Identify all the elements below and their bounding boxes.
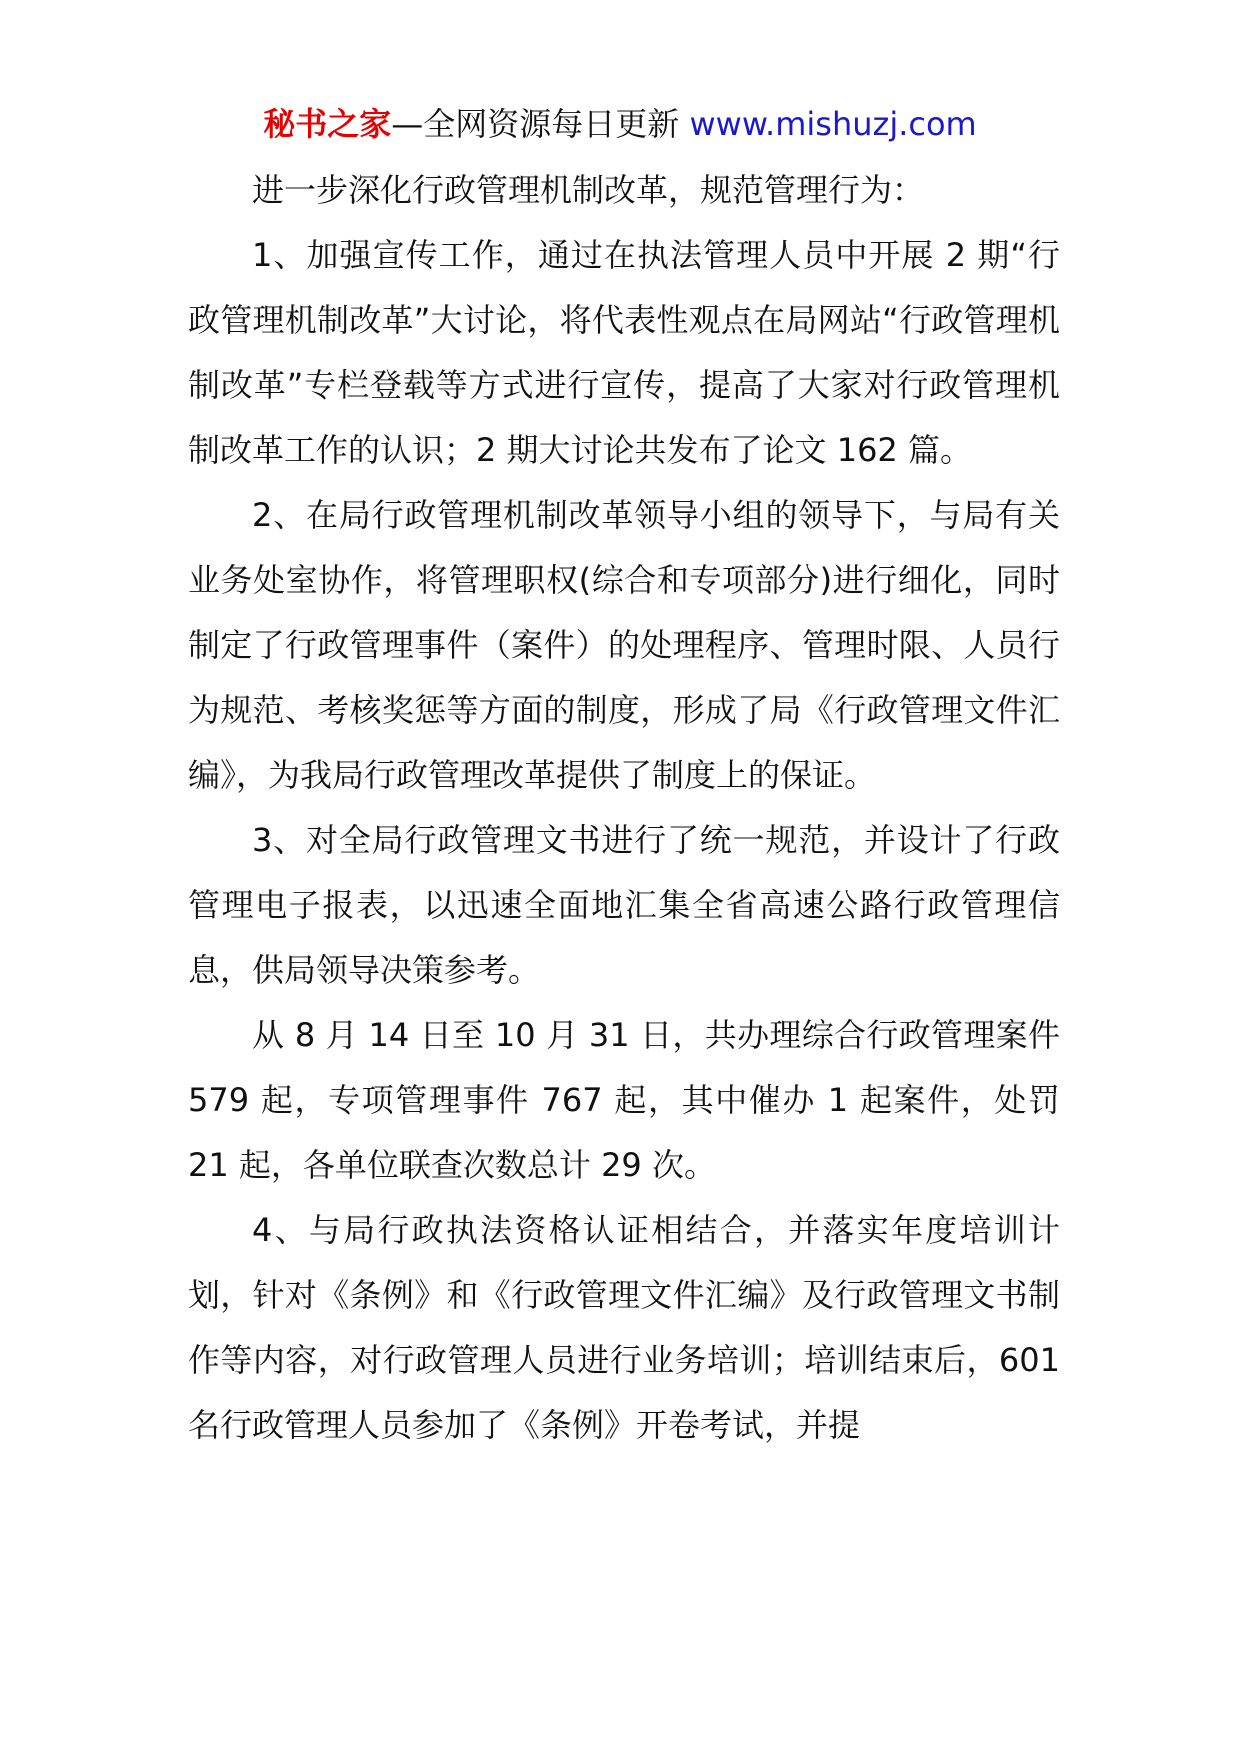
site-header [0, 98, 1240, 150]
document-paragraph: 1、加强宣传工作，通过在执法管理人员中开展 2 期“行政管理机制改革”大讨论，将代表性观点在局网站“行政管理机制改革”专栏登载等方式进行宣传，提高了大家对行政管理机制改革工作的认识；2 期大讨论共发布了论文 162 篇。 [188, 236, 1060, 469]
document-paragraph: 4、与局行政执法资格认证相结合，并落实年度培训计划，针对《条例》和《行政管理文件汇编》及行政管理文书制作等内容，对行政管理人员进行业务培训；培训结束后，601 名行政管理人员参加了《条例》开卷考试，并提 [188, 1211, 1060, 1444]
site-url-link[interactable]: www.mishuzj.com [689, 105, 977, 143]
document-paragraph: 从 8 月 14 日至 10 月 31 日，共办理综合行政管理案件 579 起，专项管理事件 767 起，其中催办 1 起案件，处罚 21 起，各单位联查次数总计 29 次。 [188, 1016, 1060, 1184]
site-brand: 秘书之家 [263, 105, 392, 143]
document-paragraph: 2、在局行政管理机制改革领导小组的领导下，与局有关业务处室协作，将管理职权(综合和专项部分)进行细化，同时制定了行政管理事件（案件）的处理程序、管理时限、人员行为规范、考核奖惩等方面的制度，形成了局《行政管理文件汇编》，为我局行政管理改革提供了制度上的保证。 [188, 496, 1060, 794]
document-paragraph: 进一步深化行政管理机制改革，规范管理行为： [252, 171, 925, 209]
document-body [188, 158, 1060, 1458]
document-paragraph: 3、对全局行政管理文书进行了统一规范，并设计了行政管理电子报表，以迅速全面地汇集全省高速公路行政管理信息，供局领导决策参考。 [188, 821, 1060, 989]
site-tagline: —全网资源每日更新 [391, 105, 680, 143]
